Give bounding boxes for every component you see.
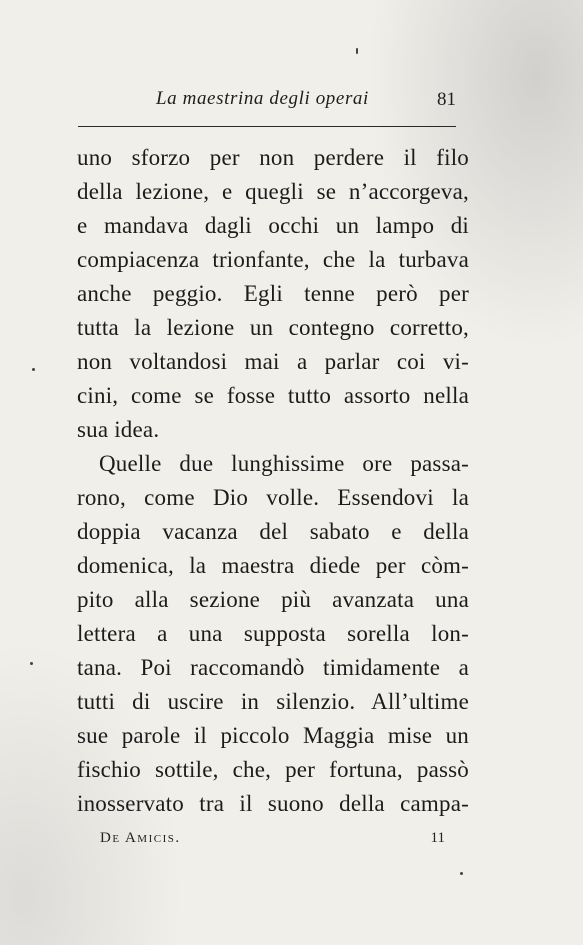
page-footer (100, 830, 445, 854)
text-line: domenica, la maestra diede per còm- (77, 553, 469, 578)
text-line: tutta la lezione un contegno corretto, (77, 315, 469, 340)
print-speck (30, 662, 33, 665)
text-line: rono, come Dio volle. Essendovi la (77, 485, 469, 510)
header-rule (78, 126, 456, 127)
text-line: sua idea. (77, 417, 160, 442)
signature-number: 11 (430, 830, 445, 846)
text-line: cini, come se fosse tutto assorto nella (77, 383, 469, 408)
text-line: non voltandosi mai a parlar coi vi- (77, 349, 469, 374)
text-line: e mandava dagli occhi un lampo di (77, 213, 469, 238)
print-speck (32, 368, 35, 371)
text-line: fischio sottile, che, per fortuna, passò (77, 757, 469, 782)
text-line: tana. Poi raccomandò timidamente a (77, 655, 469, 680)
page-number: 81 (437, 89, 456, 110)
body-text (77, 141, 469, 821)
text-line: anche peggio. Egli tenne però per (77, 281, 469, 306)
text-line: uno sforzo per non perdere il filo (77, 145, 469, 170)
text-line: tutti di uscire in silenzio. All’ultime (77, 689, 469, 714)
text-line: lettera a una supposta sorella lon- (77, 621, 469, 646)
text-line: pito alla sezione più avanzata una (77, 587, 469, 612)
running-title: La maestrina degli operai (156, 88, 369, 109)
paragraph-start-line: Quelle due lunghissime ore passa- (99, 451, 469, 476)
print-speck (356, 48, 358, 54)
text-line: doppia vacanza del sabato e della (77, 519, 469, 544)
text-line: inosservato tra il suono della campa- (77, 791, 469, 816)
text-line: compiacenza trionfante, che la turbava (77, 247, 469, 272)
page-header (78, 88, 456, 118)
print-speck (460, 872, 463, 875)
text-line: sue parole il piccolo Maggia mise un (77, 723, 469, 748)
text-line: della lezione, e quegli se n’accorgeva, (77, 179, 469, 204)
signature-mark-author: De Amicis. (100, 830, 181, 846)
